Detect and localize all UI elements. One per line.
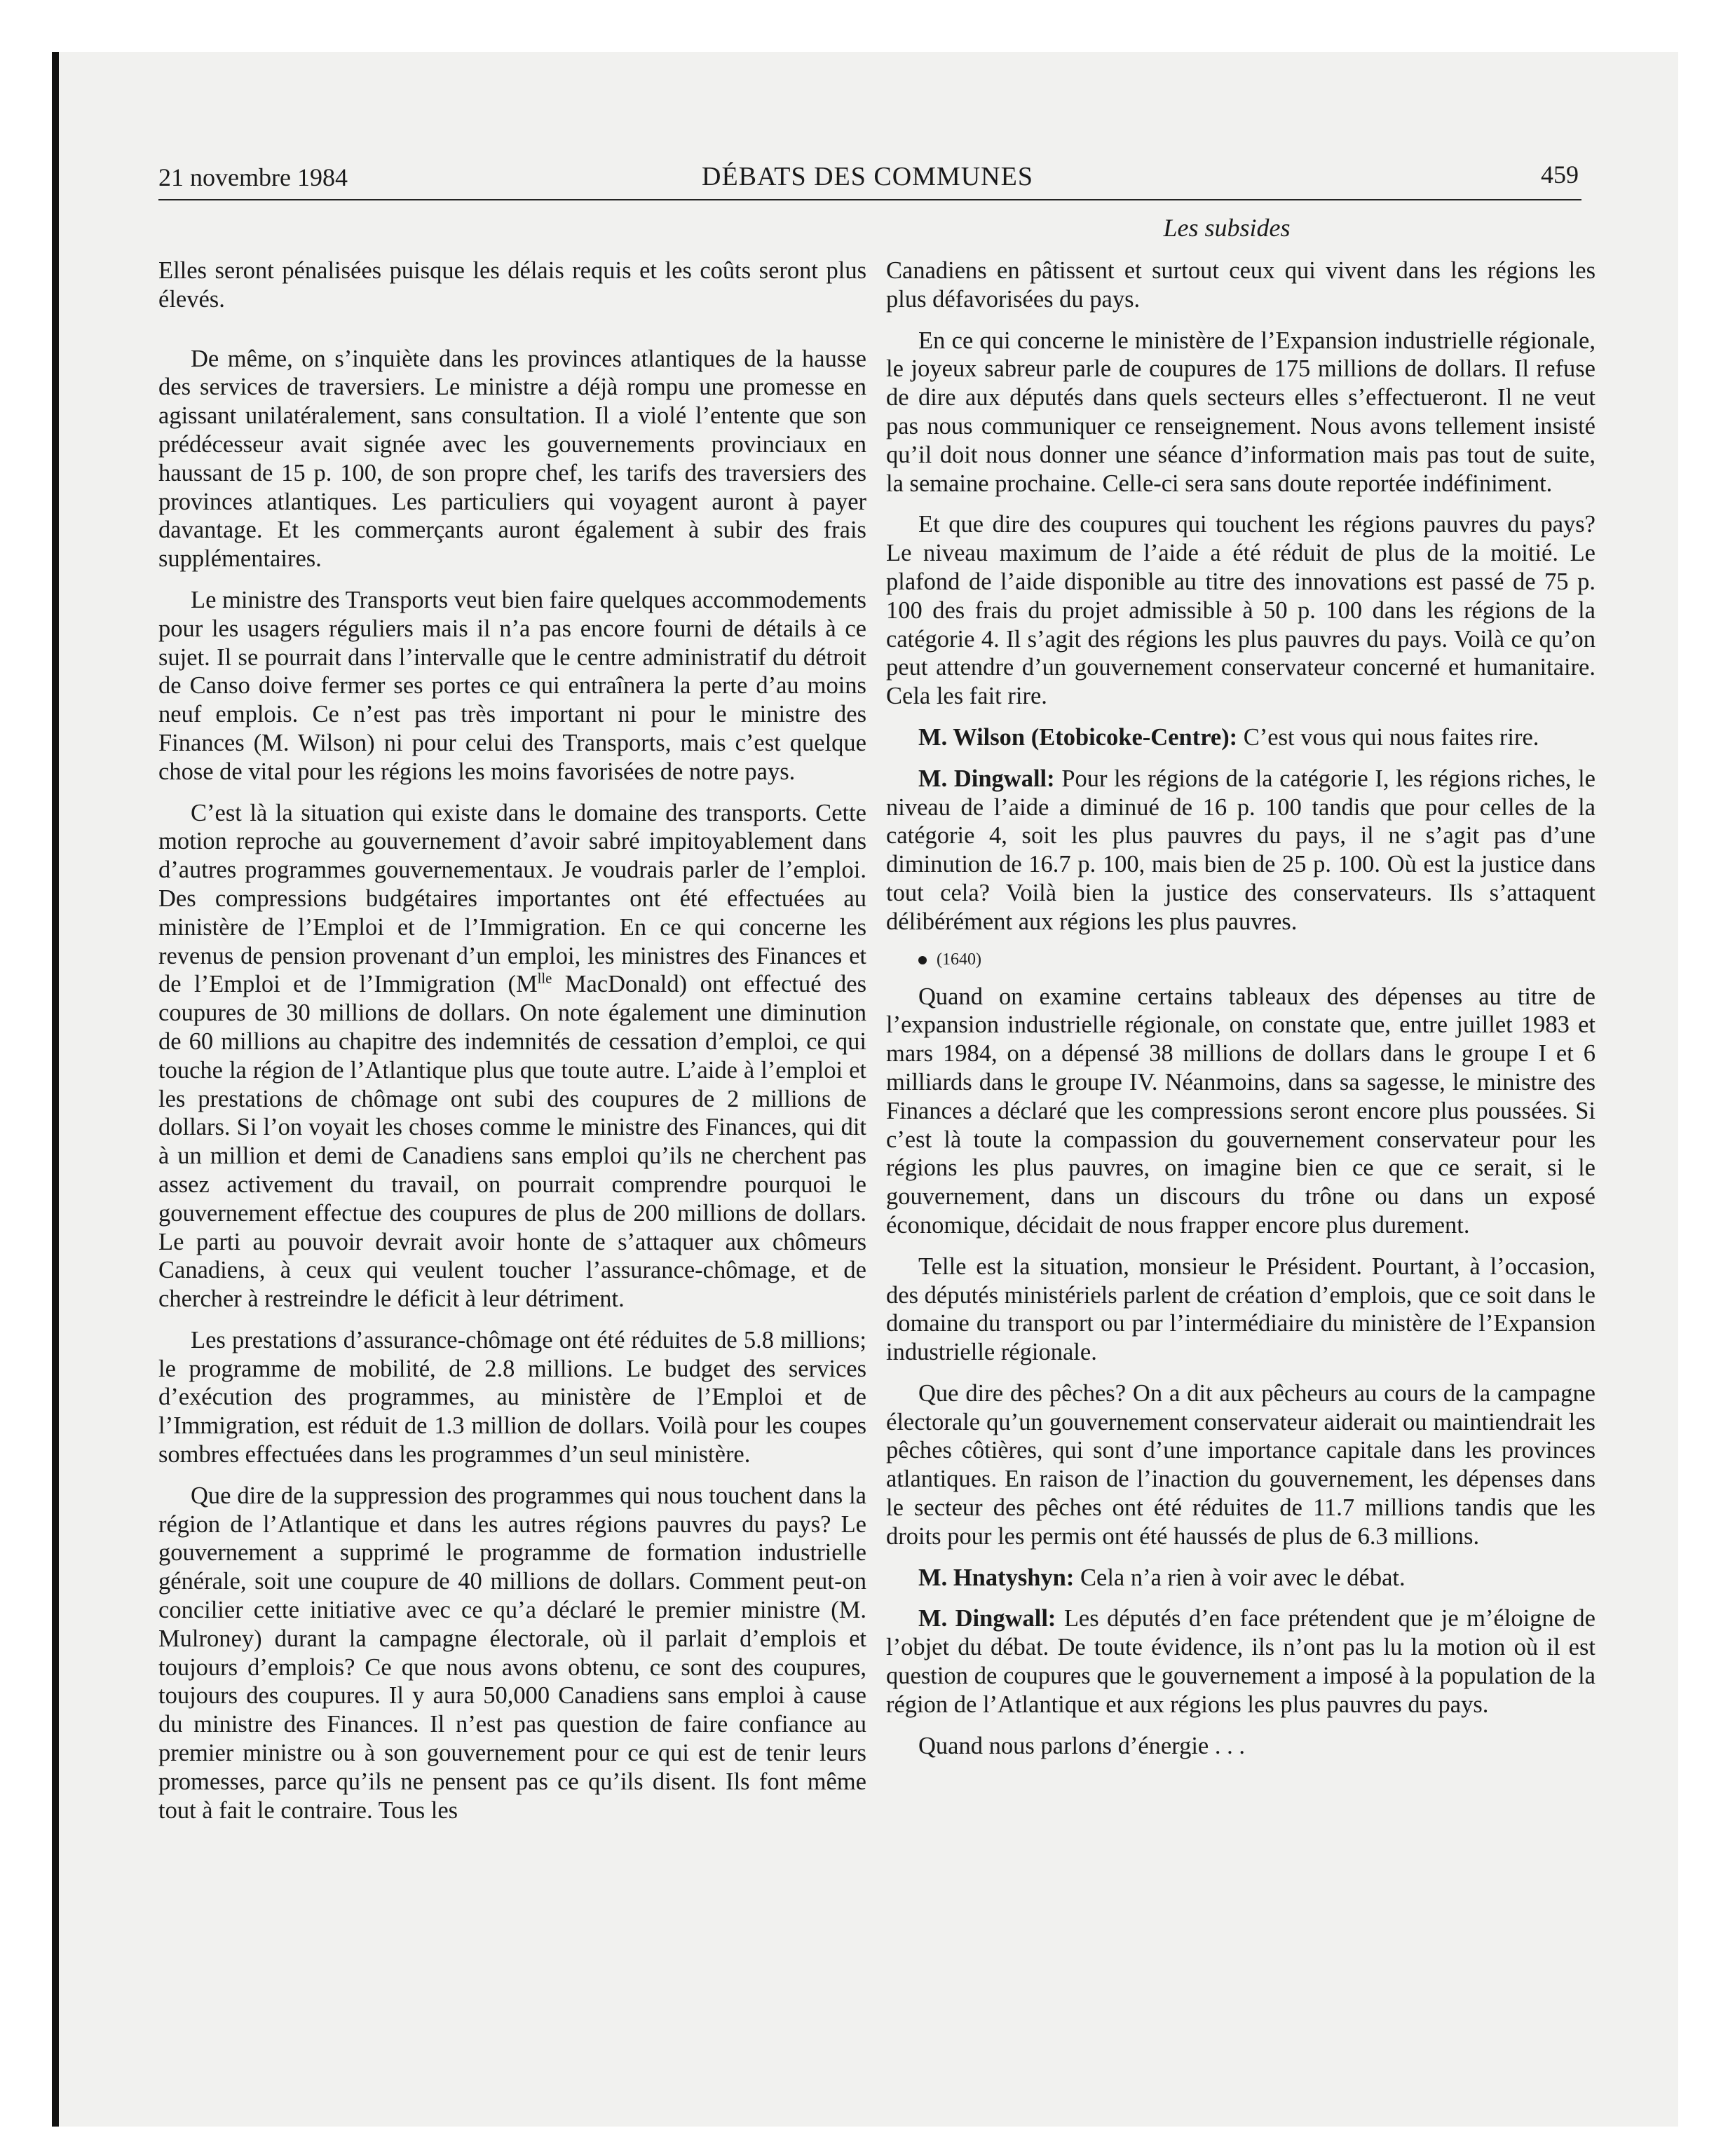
- header-title: DÉBATS DES COMMUNES: [702, 162, 1033, 191]
- paragraph: [158, 799, 866, 1314]
- paragraph: Les prestations d’assurance-chômage ont été réduites de 5.8 millions; le programme de mobilité, de 2.8 millions. Le budget des services d’exécution des programmes, au ministère de l’Emploi et de l’Immigration, est réduit de 1.3 million de dollars. Voilà pour les coupes sombres effectuées dans les programmes d’un seul ministère.: [158, 1326, 866, 1468]
- speech-text: C’est vous qui nous faites rire.: [1237, 723, 1539, 751]
- page-number: 459: [1541, 161, 1579, 189]
- binding-edge: [52, 52, 59, 2127]
- superscript: lle: [537, 971, 552, 987]
- left-column: [158, 257, 866, 1837]
- paragraph: En ce qui concerne le ministère de l’Expansion industrielle régionale, le joyeux sabreur parle de coupures de 175 millions de dollars. Il refuse de dire aux députés dans quels secteurs elles s’effectueront. Il ne veut pas nous communiquer ce renseignement. Nous avons tellement insisté qu’il doit nous donner une séance d’information mais pas tout de suite, la semaine prochaine. Celle-ci sera sans doute reportée indéfiniment.: [886, 327, 1595, 497]
- paragraph: Que dire de la suppression des programmes qui nous touchent dans la région de l’Atlantique et dans les autres régions pauvres du pays? Le gouvernement a supprimé le programme de formation industrielle générale, soit une coupure de 40 millions de dollars. Comment peut-on concilier cette initiative avec ce qu’a déclaré le premier ministre (M. Mulroney) durant la campagne électorale, où il parlait d’emplois et toujours d’emplois? Ce que nous avons obtenu, ce sont des coupures, toujours des coupures. Il y aura 50,000 Canadiens sans emploi à cause du ministre des Finances. Il n’est pas question de faire confiance au premier ministre ou à son gouvernement pour ce qui est de tenir leurs promesses, parce qu’ils ne pensent pas ce qu’ils disent. Ils font même tout à fait le contraire. Tous les: [158, 1482, 866, 1824]
- paragraph-text: C’est là la situation qui existe dans le domaine des transports. Cette motion reproche au gouvernement d’avoir sabré impitoyablement dans d’autres programmes gouvernementaux. Je voudrais parler de l’emploi. Des compressions budgétaires importantes ont été effectuées au ministère de l’Emploi et de l’Immigration. En ce qui concerne les revenus de pension provenant d’un emploi, les ministres des Finances et de l’Emploi et de l’Immigration (M: [158, 799, 866, 998]
- paragraph-text: MacDonald) ont effectué des coupures de 30 millions de dollars. On note également une diminution de 60 millions au chapitre des indemnités de cessation d’emploi, ce qui touche la région de l’Atlantique plus que toute autre. L’aide à l’emploi et les prestations de chômage ont subi des coupures de 2 millions de dollars. Si l’on voyait les choses comme le ministre des Finances, qui dit à un million et demi de Canadiens sans emploi qu’ils ne cherchent pas assez activement du travail, on pourrait comprendre pourquoi le gouvernement effectue des coupures de plus de 200 millions de dollars. Le parti au pouvoir devrait avoir honte de s’attaquer aux chômeurs Canadiens, à ceux qui veulent toucher l’assurance-chômage, et de chercher à restreindre le déficit à leur détriment.: [158, 971, 866, 1313]
- paragraph: Le ministre des Transports veut bien faire quelques accommodements pour les usagers réguliers mais il n’a pas encore fourni de détails à ce sujet. Il se pourrait dans l’intervalle que le centre administratif du détroit de Canso doive fermer ses portes ce qui entraînera la perte d’au moins neuf emplois. Ce n’est pas très important ni pour le ministre des Finances (M. Wilson) ni pour celui des Transports, mais c’est quelque chose de vital pour les régions les moins favorisées de notre pays.: [158, 586, 866, 785]
- bullet-icon: [918, 956, 927, 964]
- speaker-name: M. Wilson (Etobicoke-Centre):: [918, 723, 1238, 751]
- header-date: 21 novembre 1984: [158, 163, 348, 191]
- speaker-name: M. Hnatyshyn:: [918, 1564, 1075, 1591]
- paragraph: De même, on s’inquiète dans les provinces atlantiques de la hausse des services de traversiers. Le ministre a déjà rompu une promesse en agissant unilatéralement, sans consultation. Il a violé l’entente que son prédécesseur avait signée avec les gouvernements provinciaux en haussant de 15 p. 100, de son propre chef, les tarifs des traversiers des provinces atlantiques. Les particuliers qui voyagent auront à payer davantage. Et les commerçants auront également à subir des frais supplémentaires.: [158, 345, 866, 573]
- speaker-name: M. Dingwall:: [918, 765, 1055, 792]
- speech: [886, 1564, 1595, 1592]
- paragraph: Telle est la situation, monsieur le Président. Pourtant, à l’occasion, des députés ministériels parlent de création d’emplois, que ce soit dans le domaine du transport ou par l’intermédiaire du ministère de l’Expansion industrielle régionale.: [886, 1253, 1595, 1366]
- paragraph: Canadiens en pâtissent et surtout ceux qui vivent dans les régions les plus défavorisées du pays.: [886, 257, 1595, 313]
- paragraph: Quand on examine certains tableaux des dépenses au titre de l’expansion industrielle régionale, on constate que, entre juillet 1983 et mars 1984, on a dépensé 38 millions de dollars dans le groupe I et 6 milliards dans le groupe IV. Néanmoins, dans sa sagesse, le ministre des Finances a déclaré que les compressions seront encore plus poussées. Si c’est là toute la compassion du gouvernement conservateur pour les régions les plus pauvres, on imagine bien ce que ce serait, si le gouvernement, dans un discours du trône ou dans un exposé économique, décidait de nous frapper encore plus durement.: [886, 983, 1595, 1239]
- speaker-name: M. Dingwall:: [918, 1605, 1056, 1632]
- speech-text: Cela n’a rien à voir avec le débat.: [1074, 1564, 1406, 1591]
- speech-text: Pour les régions de la catégorie I, les régions riches, le niveau de l’aide a diminué de 16 p. 100 tandis que pour celles de la catégorie 4, soit les plus pauvres du pays, il ne s’agit pas d’une diminution de 16.7 p. 100, mais bien de 25 p. 100. Où est la justice dans tout cela? Voilà bien la justice des conservateurs. Ils s’attaquent délibérément aux régions les plus pauvres.: [886, 765, 1595, 935]
- speech: [886, 723, 1595, 752]
- right-column: [886, 257, 1595, 1773]
- timestamp: [886, 949, 1595, 970]
- speech-text: Les députés d’en face prétendent que je m’éloigne de l’objet du débat. De toute évidence, ils n’ont pas lu la motion où il est question de coupures que le gouvernement a imposé à la population de la région de l’Atlantique et aux régions les plus pauvres du pays.: [886, 1605, 1595, 1718]
- paragraph: Elles seront pénalisées puisque les délais requis et les coûts seront plus élevés.: [158, 257, 866, 313]
- timestamp-text: (1640): [937, 950, 981, 969]
- header-rule: [158, 199, 1581, 200]
- speech: [886, 765, 1595, 936]
- paragraph: Quand nous parlons d’énergie . . .: [918, 1732, 1245, 1759]
- speech: [886, 1604, 1595, 1719]
- paragraph: Que dire des pêches? On a dit aux pêcheurs au cours de la campagne électorale qu’un gouvernement conservateur aiderait ou maintiendrait les pêches côtières, qui sont d’une importance capitale dans les provinces atlantiques. En raison de l’inaction du gouvernement, les dépenses dans le secteur des pêches ont été réduites de 11.7 millions tandis que les droits pour les permis ont été haussés de plus de 6.3 millions.: [886, 1379, 1595, 1550]
- paragraph: Et que dire des coupures qui touchent les régions pauvres du pays? Le niveau maximum de l’aide a été réduit de plus de la moitié. Le plafond de l’aide disponible au titre des innovations est passé de 75 p. 100 des frais du projet admissible à 50 p. 100 dans les régions de la catégorie 4. Il s’agit des régions les plus pauvres du pays. Voilà ce qu’on peut attendre d’un gouvernement conservateur concerné et humanitaire. Cela les fait rire.: [886, 511, 1595, 710]
- running-title: Les subsides: [1163, 214, 1291, 242]
